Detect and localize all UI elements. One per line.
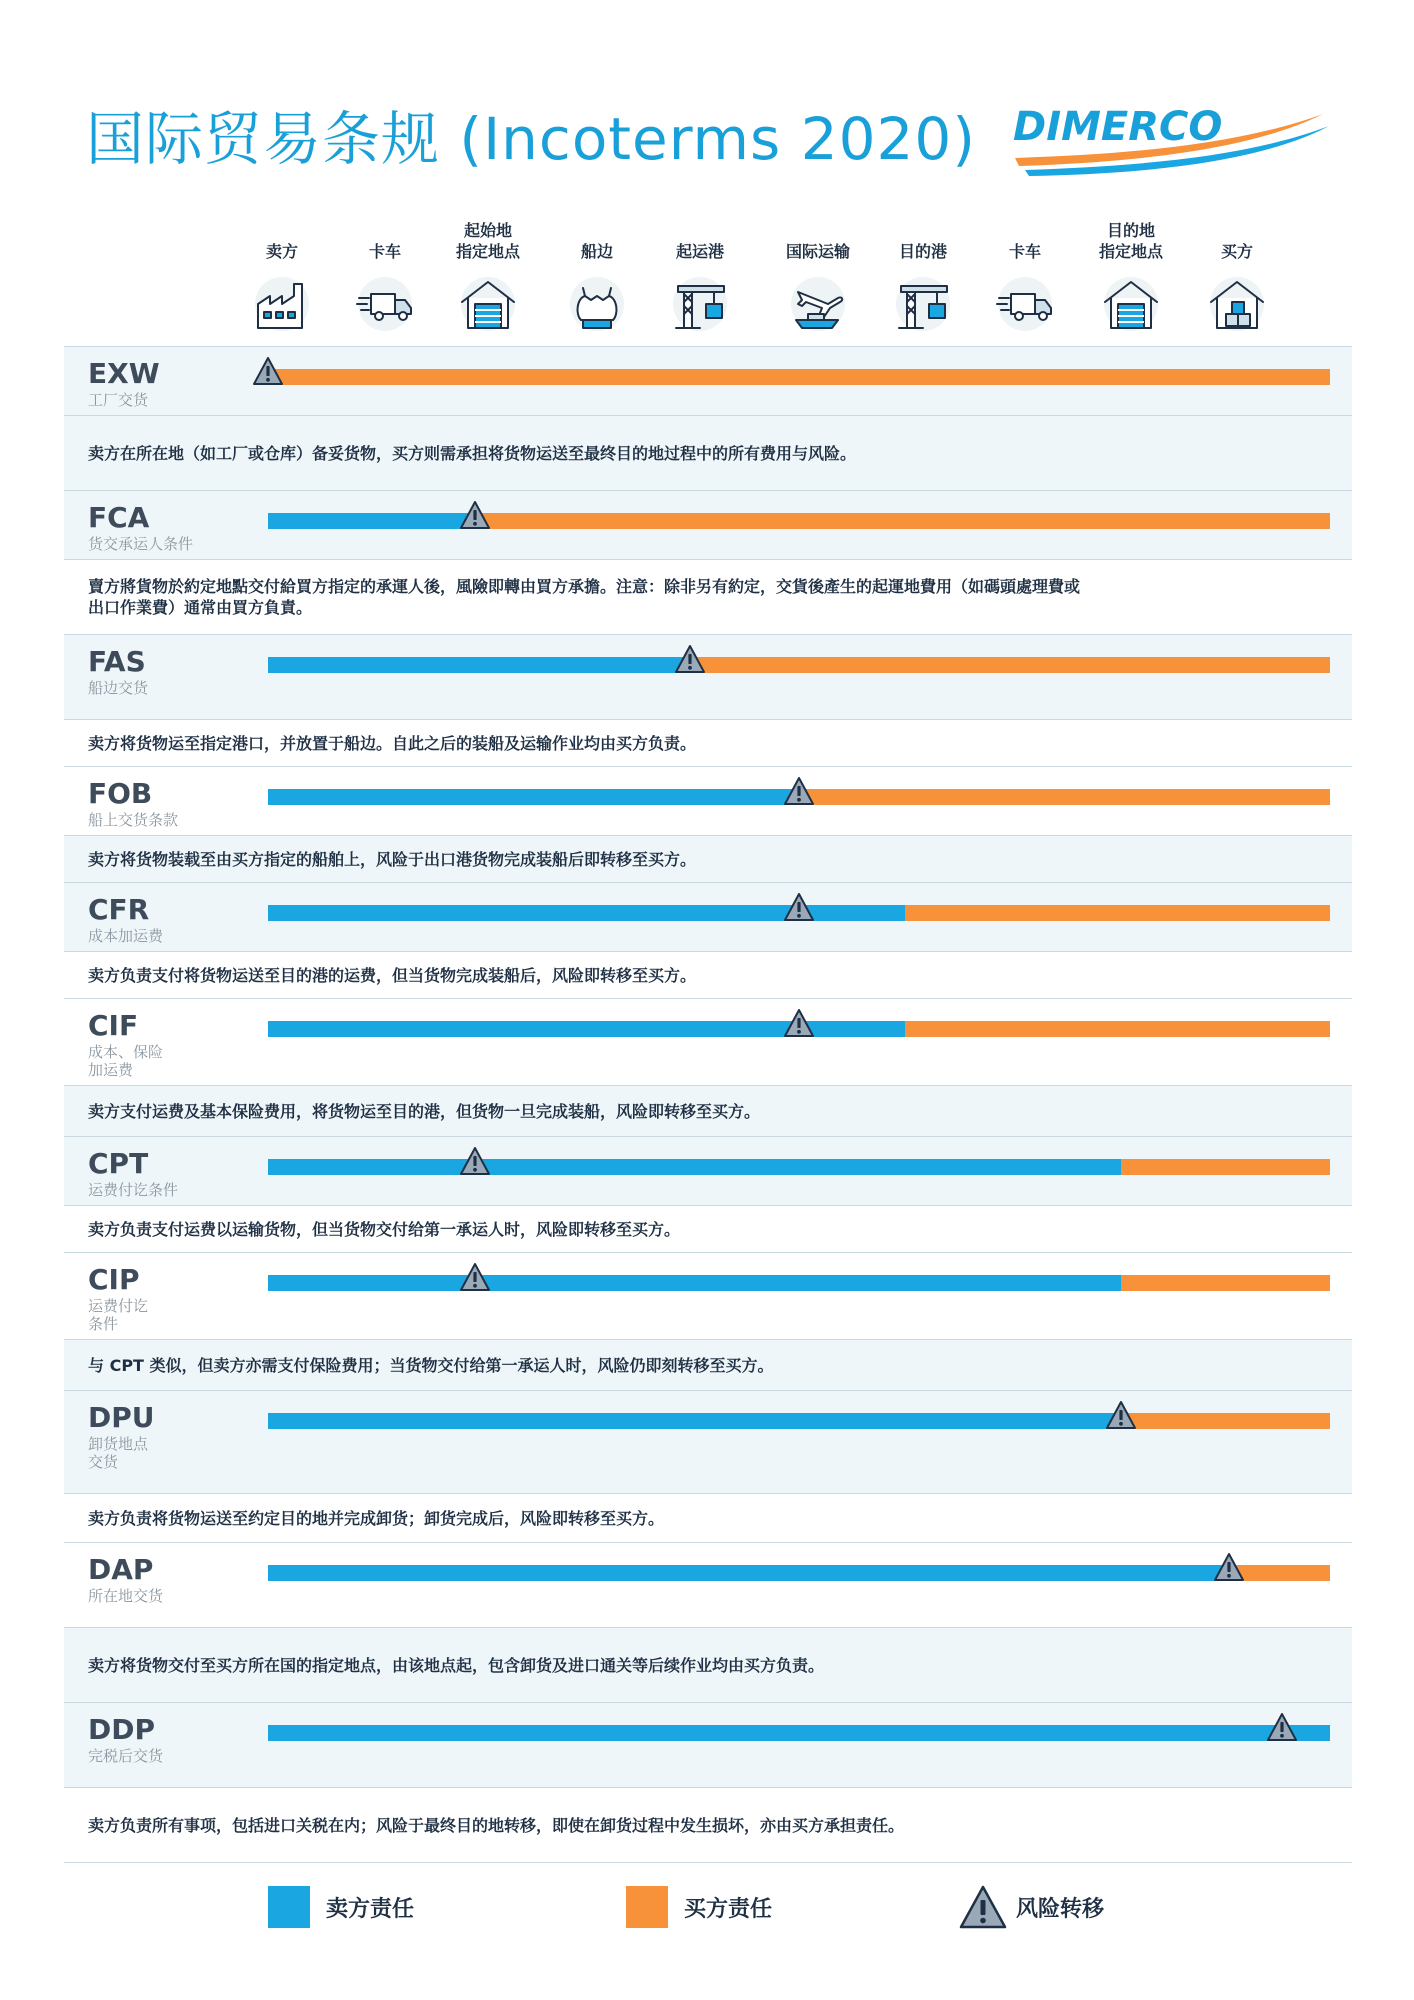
stage-label: 卖方 — [265, 242, 298, 261]
stage-label: 国际运输 — [785, 242, 850, 261]
term-code: CIF — [88, 1009, 139, 1042]
term-description: 賣方將貨物於約定地點交付給買方指定的承運人後，風險即轉由買方承擔。注意：除非另有約定，交貨後產生的起運地費用（如碼頭處理費或 出口作業費）通常由買方負責。 — [88, 577, 1081, 617]
term-header — [64, 347, 1352, 415]
stage-label: 目的港 — [898, 242, 947, 261]
stage-label: 卡车 — [1008, 242, 1041, 261]
term-description-box — [64, 415, 1352, 492]
term-header — [64, 883, 1352, 951]
buyer-responsibility-bar — [799, 789, 1330, 805]
term-code: CFR — [88, 893, 150, 926]
legend-seller-swatch — [268, 1886, 310, 1928]
risk-transfer-icon — [783, 1008, 815, 1038]
warehouse-icon — [1101, 274, 1161, 334]
risk-transfer-icon — [1105, 1400, 1137, 1430]
stage-7 — [965, 0, 1085, 340]
term-code: DPU — [88, 1401, 155, 1434]
risk-transfer-icon — [252, 356, 284, 386]
term-name: 运费付讫 条件 — [88, 1297, 149, 1333]
term-code: EXW — [88, 357, 160, 390]
term-description: 卖方在所在地（如工厂或仓库）备妥货物，买方则需承担将货物运送至最终目的地过程中的所有费用与风险。 — [88, 444, 857, 463]
term-description: 卖方将货物运至指定港口，并放置于船边。自此之后的装船及运输作业均由买方负责。 — [88, 734, 697, 753]
risk-transfer-icon — [1213, 1552, 1245, 1582]
buyer-responsibility-bar — [268, 369, 1330, 385]
buyer-responsibility-bar — [905, 1021, 1330, 1037]
term-name: 成本、保险 加运费 — [88, 1043, 164, 1079]
term-description-box — [64, 1339, 1352, 1392]
term-code: DAP — [88, 1553, 154, 1586]
risk-transfer-icon — [459, 1146, 491, 1176]
risk-transfer-icon — [783, 776, 815, 806]
port-crane-icon — [670, 274, 730, 334]
term-description-box — [64, 951, 1352, 1000]
warehouse-icon — [458, 274, 518, 334]
term-description: 卖方负责将货物运送至约定目的地并完成卸货；卸货完成后，风险即转移至买方。 — [88, 1509, 665, 1528]
term-header — [64, 999, 1352, 1085]
incoterm-row-dpu — [64, 1390, 1352, 1543]
term-name: 完税后交货 — [88, 1747, 164, 1765]
term-header — [64, 767, 1352, 835]
buyer-responsibility-bar — [1121, 1275, 1330, 1291]
table-bottom-border — [64, 1862, 1352, 1863]
term-header — [64, 491, 1352, 559]
term-code: DDP — [88, 1713, 156, 1746]
term-header — [64, 1253, 1352, 1339]
term-header — [64, 1703, 1352, 1787]
risk-transfer-icon — [459, 500, 491, 530]
term-header — [64, 635, 1352, 719]
seller-responsibility-bar — [268, 1725, 1330, 1741]
legend — [0, 1886, 1414, 1946]
term-code: FCA — [88, 501, 150, 534]
risk-transfer-icon — [1266, 1712, 1298, 1742]
term-description: 与 CPT 类似，但卖方亦需支付保险费用；当货物交付给第一承运人时，风险仍即刻转移至买方。 — [88, 1356, 774, 1375]
term-description-box — [64, 1085, 1352, 1138]
stage-label: 起始地 指定地点 — [455, 221, 520, 261]
term-description-box — [64, 1205, 1352, 1254]
term-name: 所在地交货 — [88, 1587, 164, 1605]
buyer-responsibility-bar — [690, 657, 1330, 673]
incoterm-row-exw — [64, 346, 1352, 491]
stage-label: 目的地 指定地点 — [1098, 221, 1163, 261]
term-description-box — [64, 1627, 1352, 1704]
risk-transfer-icon — [459, 1262, 491, 1292]
term-description: 卖方负责支付将货物运送至目的港的运费，但当货物完成装船后，风险即转移至买方。 — [88, 966, 697, 985]
incoterm-row-dap — [64, 1542, 1352, 1703]
stage-1 — [325, 0, 445, 340]
incoterm-row-cip — [64, 1252, 1352, 1391]
term-code: CPT — [88, 1147, 149, 1180]
term-name: 工厂交货 — [88, 391, 149, 409]
buyer-responsibility-bar — [905, 905, 1330, 921]
legend-buyer-swatch — [626, 1886, 668, 1928]
term-code: FOB — [88, 777, 153, 810]
term-description: 卖方将货物装载至由买方指定的船舶上，风险于出口港货物完成装船后即转移至买方。 — [88, 850, 697, 869]
term-description: 卖方将货物交付至买方所在国的指定地点，由该地点起，包含卸货及进口通关等后续作业均由买方负责。 — [88, 1656, 825, 1675]
term-description-box — [64, 1493, 1352, 1544]
term-header — [64, 1543, 1352, 1627]
term-description: 卖方负责所有事项，包括进口关税在内；风险于最终目的地转移，即使在卸货过程中发生损坏，亦由买方承担责任。 — [88, 1816, 905, 1835]
term-header — [64, 1137, 1352, 1205]
term-name: 货交承运人条件 — [88, 535, 194, 553]
stage-3 — [537, 0, 657, 340]
term-name: 船边交货 — [88, 679, 149, 697]
stage-5 — [758, 0, 878, 340]
term-code: FAS — [88, 645, 146, 678]
incoterm-row-cfr — [64, 882, 1352, 999]
incoterm-row-ddp — [64, 1702, 1352, 1863]
seller-responsibility-bar — [268, 513, 475, 529]
cargo-bags-icon — [567, 274, 627, 334]
stage-4 — [640, 0, 760, 340]
seller-responsibility-bar — [268, 1565, 1229, 1581]
truck-icon — [355, 274, 415, 334]
incoterm-row-cpt — [64, 1136, 1352, 1253]
port-crane-icon — [893, 274, 953, 334]
stage-label: 船边 — [580, 242, 613, 261]
legend-seller-label: 卖方责任 — [326, 1897, 415, 1922]
stage-8 — [1071, 0, 1191, 340]
legend-buyer-label: 买方责任 — [684, 1897, 773, 1922]
seller-responsibility-bar — [268, 789, 799, 805]
incoterm-row-fob — [64, 766, 1352, 883]
incoterm-row-cif — [64, 998, 1352, 1137]
term-description-box — [64, 559, 1352, 636]
plane-ship-icon — [788, 274, 848, 334]
seller-responsibility-bar — [268, 657, 690, 673]
incoterm-row-fca — [64, 490, 1352, 635]
term-description-box — [64, 719, 1352, 768]
buyer-responsibility-bar — [1121, 1159, 1330, 1175]
factory-icon — [252, 274, 312, 334]
term-name: 卸货地点 交货 — [88, 1435, 149, 1471]
term-name: 运费付讫条件 — [88, 1181, 179, 1199]
term-code: CIP — [88, 1263, 140, 1296]
seller-responsibility-bar — [268, 1413, 1121, 1429]
logo-text: DIMERCO — [1013, 104, 1223, 150]
risk-transfer-icon — [674, 644, 706, 674]
incoterm-row-fas — [64, 634, 1352, 767]
legend-warning-icon — [958, 1884, 1008, 1930]
stage-label: 买方 — [1220, 242, 1253, 261]
risk-transfer-icon — [783, 892, 815, 922]
term-description: 卖方支付运费及基本保险费用，将货物运至目的港，但货物一旦完成装船，风险即转移至买方。 — [88, 1102, 761, 1121]
term-description-box — [64, 835, 1352, 884]
legend-risk-label: 风险转移 — [1016, 1897, 1105, 1922]
stage-0 — [222, 0, 342, 340]
stage-2 — [428, 0, 548, 340]
page-title: 国际贸易条规 (Incoterms 2020) — [86, 105, 976, 173]
term-name: 成本加运费 — [88, 927, 164, 945]
term-description-box — [64, 1787, 1352, 1864]
stage-label: 卡车 — [368, 242, 401, 261]
buyer-responsibility-bar — [1121, 1413, 1330, 1429]
truck-icon — [995, 274, 1055, 334]
term-header — [64, 1391, 1352, 1493]
stage-label: 起运港 — [675, 242, 724, 261]
buyer-responsibility-bar — [475, 513, 1330, 529]
term-description: 卖方负责支付运费以运输货物，但当货物交付给第一承运人时，风险即转移至买方。 — [88, 1220, 681, 1239]
house-boxes-icon — [1207, 274, 1267, 334]
seller-responsibility-bar — [268, 1275, 1121, 1291]
seller-responsibility-bar — [268, 1159, 1121, 1175]
term-name: 船上交货条款 — [88, 811, 179, 829]
stage-9 — [1177, 0, 1297, 340]
